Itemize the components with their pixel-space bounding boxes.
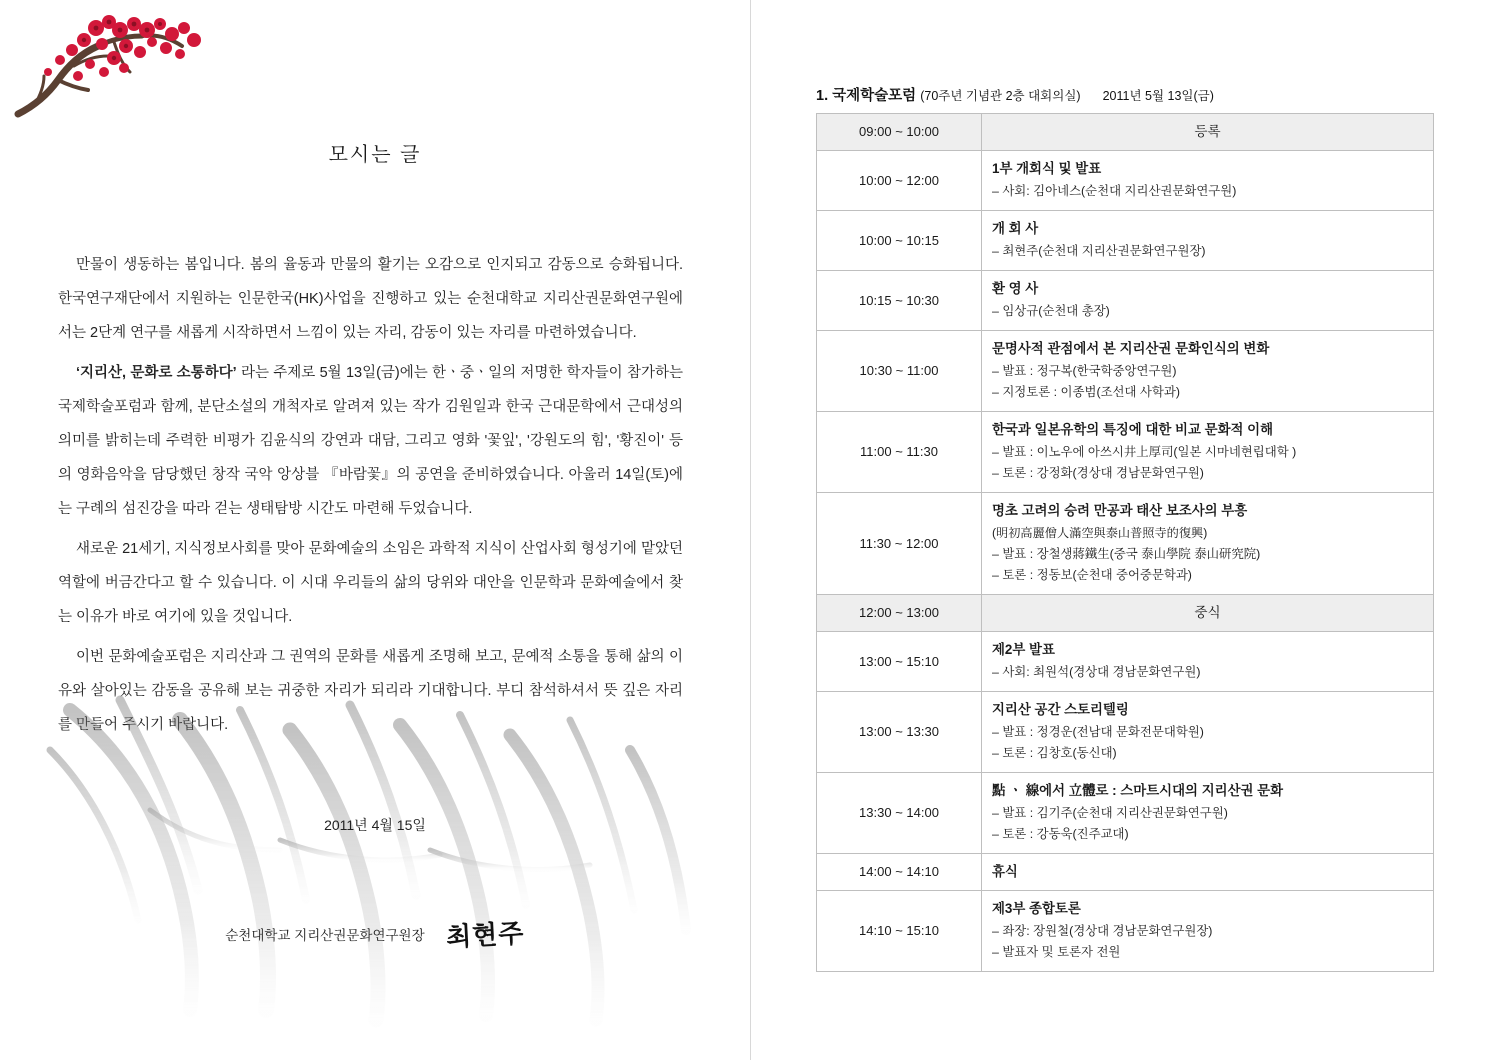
schedule-time: 13:00 ~ 15:10	[817, 632, 982, 692]
forum-theme-phrase: ‘지리산, 문화로 소통하다’	[76, 365, 237, 381]
session-detail: – 발표 : 정구복(한국학중앙연구원)	[992, 364, 1177, 378]
program-section-title: 국제학술포럼	[832, 88, 917, 104]
session-detail: (明初高麗僧人滿空與泰山普照寺的復興)	[992, 526, 1208, 540]
session-detail: – 임상규(순천대 총장)	[992, 304, 1110, 318]
schedule-time: 14:10 ~ 15:10	[817, 891, 982, 972]
session-title: 제3부 종합토론	[992, 901, 1081, 916]
schedule-label: 등록	[982, 114, 1434, 151]
table-row	[817, 114, 1434, 151]
schedule-time: 11:30 ~ 12:00	[817, 493, 982, 595]
invitation-paragraph-2: ‘지리산, 문화로 소통하다’ 라는 주제로 5월 13일(금)에는 한ㆍ중ㆍ일의 저명한 학자들이 참가하는 국제학술포럼과 함께, 분단소설의 개척자로 알려져 있는 작가 김원일과 한국 근대문학에서 근대성의 의미를 밝히는데 주력한 비평가 김윤식의 강연과 대담, 그리고 영화 '꽃잎', '강원도의 힘', '황진이' 등의 영화음악을 담당했던 창작 국악 앙상블 『바람꽃』의 공연을 준비하였습니다. 아울러 14일(토)에는 구례의 섬진강을 따라 걷는 생태탐방 시간도 마련해 두었습니다.	[58, 365, 683, 517]
table-row	[817, 493, 1434, 595]
schedule-entry	[982, 493, 1434, 595]
mountain-inkwash-illustration	[30, 690, 720, 1030]
schedule-time: 09:00 ~ 10:00	[817, 114, 982, 151]
table-row	[817, 692, 1434, 773]
schedule-entry	[982, 331, 1434, 412]
session-detail: – 지정토론 : 이종범(조선대 사학과)	[992, 385, 1180, 399]
table-row	[817, 211, 1434, 271]
table-row	[817, 854, 1434, 891]
invitation-paragraph-1: 만물이 생동하는 봄입니다. 봄의 율동과 만물의 활기는 오감으로 인지되고 감동으로 승화됩니다. 한국연구재단에서 지원하는 인문한국(HK)사업을 진행하고 있는 순천대학교 지리산권문화연구원에서는 2단계 연구를 새롭게 시작하면서 느낌이 있는 자리, 감동이 있는 자리를 마련하였습니다.	[58, 257, 683, 341]
schedule-time: 13:30 ~ 14:00	[817, 773, 982, 854]
session-title: 한국과 일본유학의 특징에 대한 비교 문화적 이해	[992, 422, 1274, 437]
session-detail: – 최현주(순천대 지리산권문화연구원장)	[992, 244, 1206, 258]
session-detail: – 발표 : 정경운(전남대 문화전문대학원)	[992, 725, 1204, 739]
table-row	[817, 632, 1434, 692]
schedule-time: 10:30 ~ 11:00	[817, 331, 982, 412]
session-detail: – 발표 : 장철생蔣鐵生(중국 泰山學院 泰山研究院)	[992, 547, 1261, 561]
session-title: 환 영 사	[992, 281, 1039, 296]
session-detail: – 좌장: 장원철(경상대 경남문화연구원장)	[992, 924, 1213, 938]
session-title: 개 회 사	[992, 221, 1039, 236]
table-row	[817, 595, 1434, 632]
schedule-time: 13:00 ~ 13:30	[817, 692, 982, 773]
schedule-time: 12:00 ~ 13:00	[817, 595, 982, 632]
program-section-number: 1.	[816, 88, 829, 104]
schedule-time: 11:00 ~ 11:30	[817, 412, 982, 493]
invitation-paragraph-4: 이번 문화예술포럼은 지리산과 그 권역의 문화를 새롭게 조명해 보고, 문예적 소통을 통해 삶의 이유와 살아있는 감동을 공유해 보는 귀중한 자리가 되리라 기대합니다. 부디 참석하셔서 뜻 깊은 자리를 만들어 주시기 바랍니다.	[58, 649, 683, 733]
table-row	[817, 331, 1434, 412]
table-row	[817, 412, 1434, 493]
schedule-entry	[982, 632, 1434, 692]
signature-organization: 순천대학교 지리산권문화연구원장	[225, 927, 425, 943]
session-detail: – 발표자 및 토론자 전원	[992, 945, 1121, 959]
schedule-entry	[982, 412, 1434, 493]
schedule-entry	[982, 891, 1434, 972]
session-detail: – 토론 : 강동욱(진주교대)	[992, 827, 1129, 841]
session-detail: – 토론 : 강정화(경상대 경남문화연구원)	[992, 466, 1204, 480]
schedule-time: 10:15 ~ 10:30	[817, 271, 982, 331]
table-row	[817, 271, 1434, 331]
schedule-label: 휴식	[982, 854, 1434, 891]
session-detail: – 토론 : 정동보(순천대 중어중문학과)	[992, 568, 1192, 582]
session-detail: – 사회: 최원석(경상대 경남문화연구원)	[992, 665, 1201, 679]
session-detail: – 발표 : 김기주(순천대 지리산권문화연구원)	[992, 806, 1228, 820]
schedule-label: 중식	[982, 595, 1434, 632]
page-title: 모시는 글	[328, 144, 422, 166]
plum-blossom-illustration	[14, 10, 214, 125]
program-header	[816, 84, 1214, 105]
signature-row	[0, 915, 750, 952]
session-title: 문명사적 관점에서 본 지리산권 문화인식의 변화	[992, 341, 1270, 356]
session-title: 제2부 발표	[992, 642, 1055, 657]
schedule-time: 10:00 ~ 10:15	[817, 211, 982, 271]
table-row	[817, 151, 1434, 211]
program-date: 2011년 5월 13일(금)	[1102, 89, 1214, 103]
program-venue: (70주년 기념관 2층 대회의실)	[920, 89, 1081, 103]
schedule-entry	[982, 211, 1434, 271]
session-detail: – 토론 : 김창호(동신대)	[992, 746, 1117, 760]
session-title: 點 ㆍ 線에서 立體로 : 스마트시대의 지리산권 문화	[992, 783, 1284, 798]
schedule-entry	[982, 271, 1434, 331]
schedule-entry	[982, 773, 1434, 854]
invitation-date: 2011년 4월 15일	[324, 817, 426, 833]
schedule-entry	[982, 692, 1434, 773]
session-title: 명초 고려의 승려 만공과 태산 보조사의 부흥	[992, 503, 1248, 518]
program-table	[816, 113, 1434, 972]
session-detail: – 발표 : 이노우에 아쓰시井上厚司(일본 시마네현립대학 )	[992, 445, 1297, 459]
invitation-body	[58, 248, 683, 748]
schedule-time: 10:00 ~ 12:00	[817, 151, 982, 211]
schedule-time: 14:00 ~ 14:10	[817, 854, 982, 891]
session-title: 1부 개회식 및 발표	[992, 161, 1102, 176]
schedule-entry	[982, 151, 1434, 211]
signature-name: 최현주	[445, 918, 526, 954]
invitation-paragraph-3: 새로운 21세기, 지식정보사회를 맞아 문화예술의 소임은 과학적 지식이 산업사회 형성기에 맡았던 역할에 버금간다고 할 수 있습니다. 이 시대 우리들의 삶의 당위와 대안을 인문학과 문화예술에서 찾는 이유가 바로 여기에 있을 것입니다.	[58, 541, 683, 625]
session-title: 지리산 공간 스토리텔링	[992, 702, 1129, 717]
table-row	[817, 891, 1434, 972]
session-detail: – 사회: 김아네스(순천대 지리산권문화연구원)	[992, 184, 1237, 198]
table-row	[817, 773, 1434, 854]
